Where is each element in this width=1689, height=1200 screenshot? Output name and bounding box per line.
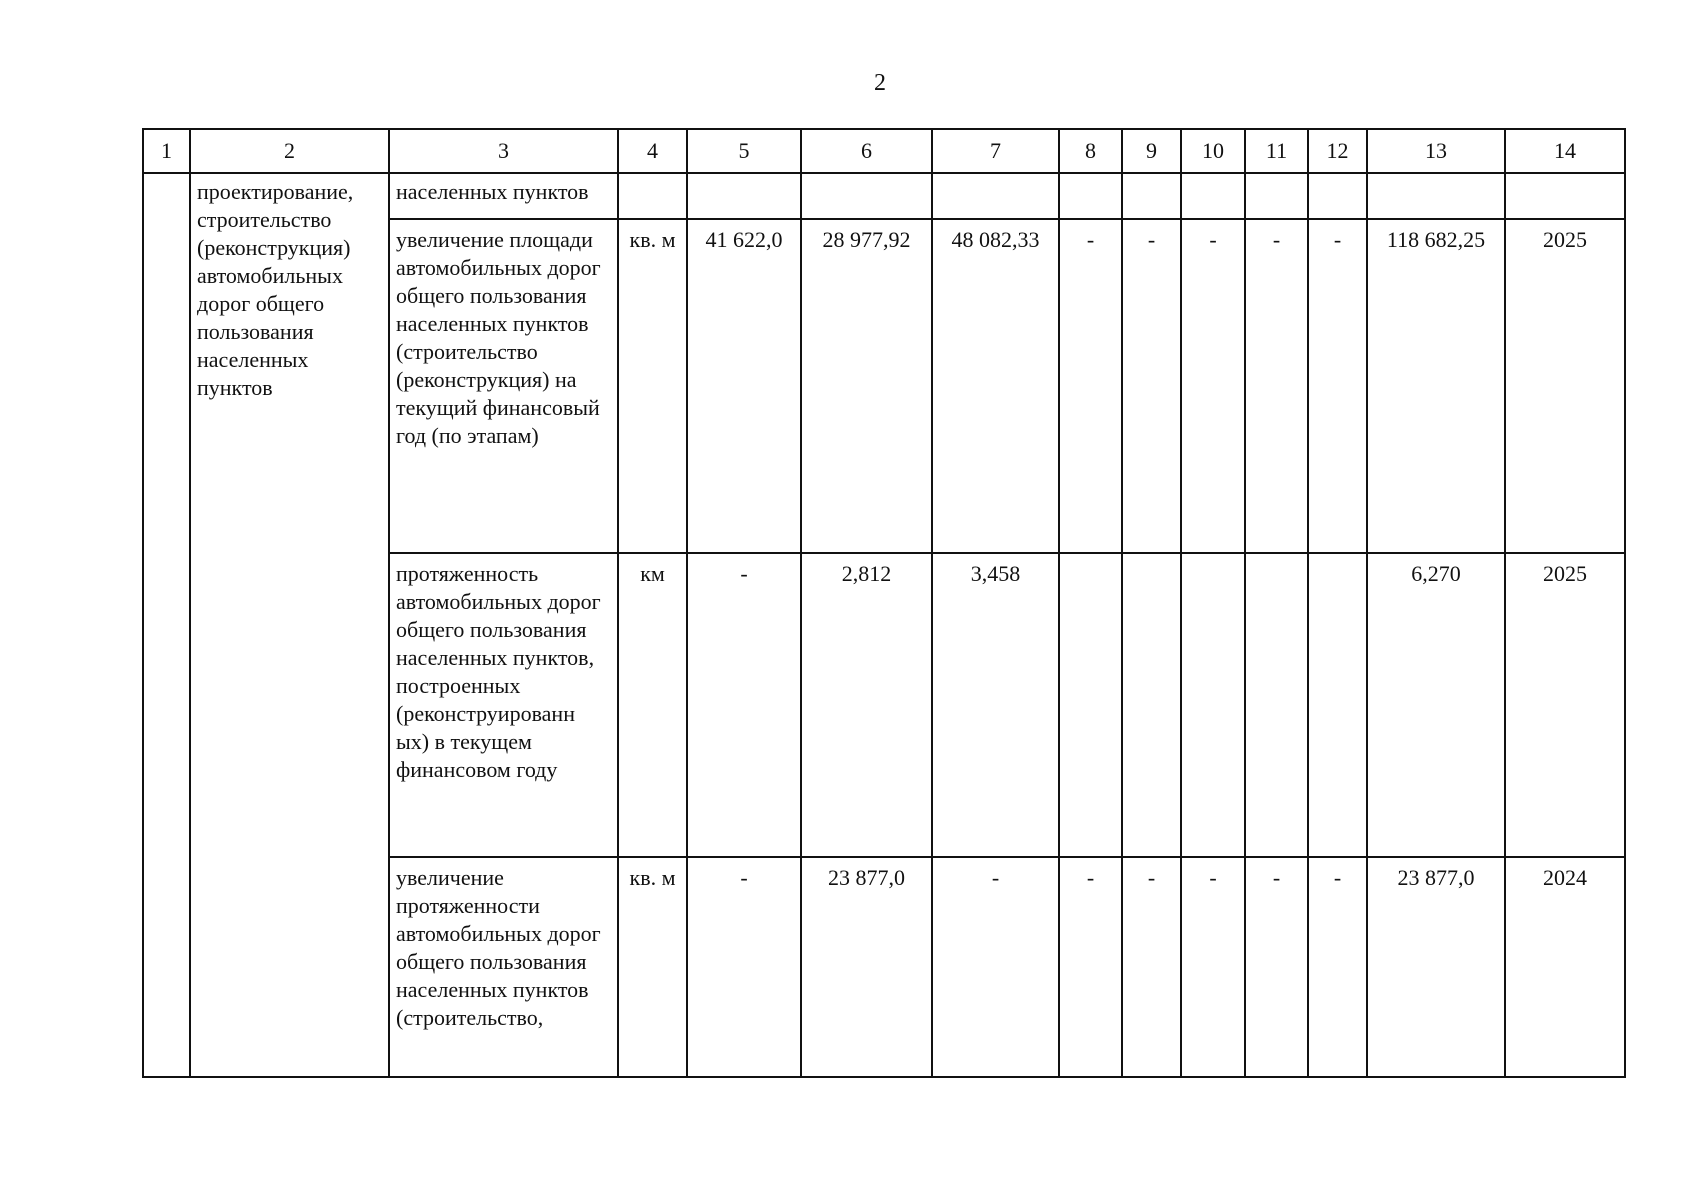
empty-cell <box>1308 173 1367 219</box>
value-cell-10: - <box>1181 857 1245 1077</box>
total-cell: 118 682,25 <box>1367 219 1505 553</box>
empty-cell <box>1181 173 1245 219</box>
value-cell-7: - <box>932 857 1059 1077</box>
value-cell-11 <box>1245 553 1308 857</box>
total-cell: 6,270 <box>1367 553 1505 857</box>
indicator-continuation-cell: населенных пунктов <box>389 173 618 219</box>
value-cell-5: - <box>687 553 801 857</box>
empty-cell <box>1505 173 1625 219</box>
object-description-cell: проектирование, строительство (реконструкция) автомобильных дорог общего пользования населенных пунктов <box>190 173 389 1077</box>
empty-cell <box>1122 173 1181 219</box>
unit-cell: кв. м <box>618 219 687 553</box>
row-number-cell <box>143 173 190 1077</box>
year-cell: 2025 <box>1505 553 1625 857</box>
value-cell-6: 28 977,92 <box>801 219 932 553</box>
col-header-2: 2 <box>190 129 389 173</box>
indicator-cell: увеличение площади автомобильных дорог общего пользования населенных пунктов (строительство (реконструкция) на текущий финансовый год (по этапам) <box>389 219 618 553</box>
page-number: 2 <box>874 70 886 96</box>
value-cell-8: - <box>1059 219 1122 553</box>
value-cell-8 <box>1059 553 1122 857</box>
col-header-9: 9 <box>1122 129 1181 173</box>
col-header-5: 5 <box>687 129 801 173</box>
empty-cell <box>932 173 1059 219</box>
value-cell-9 <box>1122 553 1181 857</box>
indicators-table <box>142 128 1626 1078</box>
year-cell: 2025 <box>1505 219 1625 553</box>
col-header-8: 8 <box>1059 129 1122 173</box>
value-cell-8: - <box>1059 857 1122 1077</box>
total-cell: 23 877,0 <box>1367 857 1505 1077</box>
value-cell-10: - <box>1181 219 1245 553</box>
value-cell-10 <box>1181 553 1245 857</box>
empty-cell <box>687 173 801 219</box>
indicator-cell: увеличение протяженности автомобильных дорог общего пользования населенных пунктов (строительство, <box>389 857 618 1077</box>
value-cell-6: 23 877,0 <box>801 857 932 1077</box>
empty-cell <box>1059 173 1122 219</box>
year-cell: 2024 <box>1505 857 1625 1077</box>
value-cell-11: - <box>1245 857 1308 1077</box>
value-cell-11: - <box>1245 219 1308 553</box>
col-header-4: 4 <box>618 129 687 173</box>
value-cell-5: 41 622,0 <box>687 219 801 553</box>
empty-cell <box>1245 173 1308 219</box>
empty-cell <box>1367 173 1505 219</box>
value-cell-6: 2,812 <box>801 553 932 857</box>
col-header-10: 10 <box>1181 129 1245 173</box>
value-cell-7: 48 082,33 <box>932 219 1059 553</box>
col-header-13: 13 <box>1367 129 1505 173</box>
unit-cell: км <box>618 553 687 857</box>
indicator-cell: протяженность автомобильных дорог общего пользования населенных пунктов, построенных (реконструированн ых) в текущем финансовом году <box>389 553 618 857</box>
value-cell-9: - <box>1122 857 1181 1077</box>
value-cell-12: - <box>1308 857 1367 1077</box>
empty-cell <box>801 173 932 219</box>
value-cell-7: 3,458 <box>932 553 1059 857</box>
empty-cell <box>618 173 687 219</box>
col-header-11: 11 <box>1245 129 1308 173</box>
value-cell-12 <box>1308 553 1367 857</box>
unit-cell: кв. м <box>618 857 687 1077</box>
col-header-1: 1 <box>143 129 190 173</box>
value-cell-5: - <box>687 857 801 1077</box>
col-header-3: 3 <box>389 129 618 173</box>
table-row <box>143 173 1625 219</box>
column-number-row <box>143 129 1625 173</box>
col-header-14: 14 <box>1505 129 1625 173</box>
col-header-12: 12 <box>1308 129 1367 173</box>
value-cell-9: - <box>1122 219 1181 553</box>
col-header-7: 7 <box>932 129 1059 173</box>
col-header-6: 6 <box>801 129 932 173</box>
value-cell-12: - <box>1308 219 1367 553</box>
